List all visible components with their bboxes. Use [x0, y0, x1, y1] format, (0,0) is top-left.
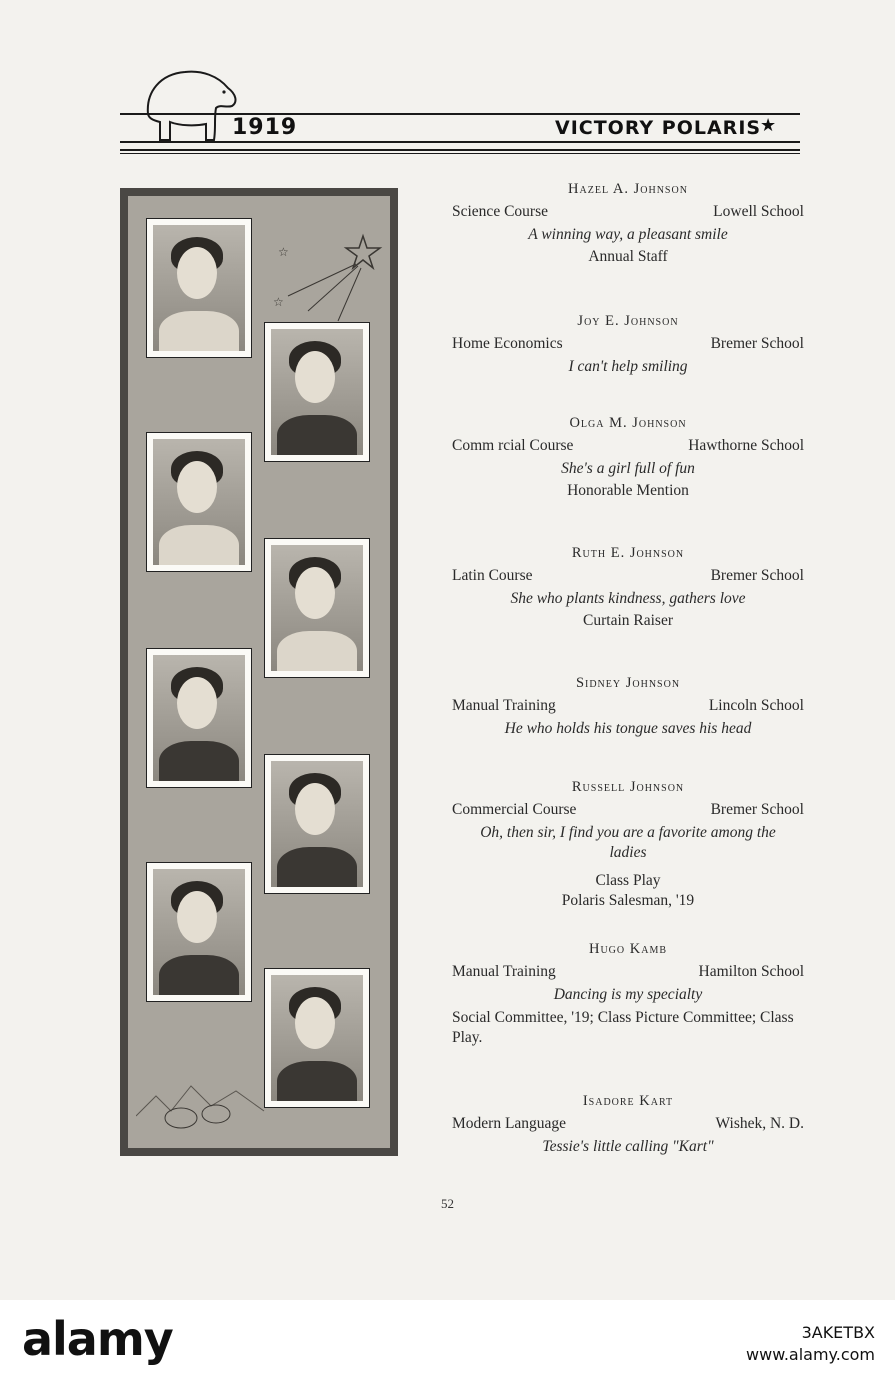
- watermark-info: [746, 1322, 875, 1365]
- student-name: Hugo Kamb: [588, 941, 668, 957]
- student-course: Latin Course: [452, 566, 533, 584]
- portrait-photo: [146, 862, 252, 1002]
- student-motto: Oh, then sir, I find you are a favorite among the ladies: [480, 823, 776, 862]
- student-note: Class Play: [595, 872, 661, 890]
- student-motto: Tessie's little calling "Kart": [542, 1137, 714, 1155]
- svg-text:☆: ☆: [273, 295, 284, 309]
- portrait-panel: [120, 188, 398, 1156]
- portrait-photo: [146, 218, 252, 358]
- portrait-photo: [146, 432, 252, 572]
- student-entry: [452, 544, 804, 631]
- student-entry: [452, 1092, 804, 1157]
- student-course: Science Course: [452, 202, 548, 220]
- student-school: Wishek, N. D.: [715, 1114, 804, 1132]
- star-icon: ★: [760, 115, 777, 135]
- student-motto: I can't help smiling: [568, 357, 688, 375]
- portrait-photo: [264, 754, 370, 894]
- student-entry: [452, 778, 804, 912]
- student-school: Bremer School: [710, 334, 804, 352]
- student-name: Ruth E. Johnson: [571, 545, 685, 561]
- student-school: Bremer School: [710, 566, 804, 584]
- student-motto: A winning way, a pleasant smile: [528, 225, 728, 243]
- alamy-logo: alamy: [22, 1312, 173, 1366]
- svg-text:☆: ☆: [278, 245, 289, 259]
- student-name: Russell Johnson: [571, 779, 685, 795]
- student-motto: She who plants kindness, gathers love: [510, 589, 746, 607]
- student-motto: He who holds his tongue saves his head: [504, 719, 752, 737]
- student-course: Manual Training: [452, 962, 556, 980]
- header-year: 1919: [232, 115, 298, 140]
- header-banner: [120, 113, 800, 143]
- image-id: 3AKETBX: [801, 1323, 875, 1342]
- watermark-strip: [0, 1300, 895, 1390]
- student-note: Honorable Mention: [567, 482, 689, 500]
- student-note: Curtain Raiser: [583, 612, 673, 630]
- student-course: Modern Language: [452, 1114, 567, 1132]
- student-motto: Dancing is my specialty: [553, 985, 703, 1003]
- student-name: Joy E. Johnson: [577, 313, 679, 329]
- student-name: Sidney Johnson: [575, 675, 681, 691]
- student-school: Bremer School: [710, 800, 804, 818]
- site-url: www.alamy.com: [746, 1344, 875, 1364]
- student-name: Isadore Kart: [582, 1093, 674, 1109]
- header-title: VICTORY POLARIS: [555, 117, 762, 139]
- student-entry: [452, 180, 804, 267]
- student-note: Social Committee, '19; Class Picture Committee; Class Play.: [452, 1009, 794, 1047]
- student-school: Hamilton School: [698, 962, 804, 980]
- portrait-photo: [264, 968, 370, 1108]
- page-number: 52: [441, 1196, 454, 1211]
- student-school: Lincoln School: [708, 696, 804, 714]
- student-entry: [452, 940, 804, 1048]
- polar-bears-sketch-icon: [136, 1056, 266, 1146]
- student-entry: [452, 414, 804, 501]
- student-name: Olga M. Johnson: [569, 415, 687, 431]
- stars-decoration-icon: [268, 226, 388, 326]
- student-course: Home Economics: [452, 334, 563, 352]
- student-entry: [452, 674, 804, 739]
- portrait-photo: [264, 538, 370, 678]
- student-note: Annual Staff: [588, 248, 668, 266]
- portrait-photo: [264, 322, 370, 462]
- student-name: Hazel A. Johnson: [568, 181, 688, 197]
- student-entry: [452, 312, 804, 377]
- student-school: Lowell School: [713, 202, 804, 220]
- student-motto: She's a girl full of fun: [561, 459, 695, 477]
- portrait-photo: [146, 648, 252, 788]
- student-course: Commercial Course: [452, 800, 577, 818]
- student-course: Manual Training: [452, 696, 556, 714]
- student-school: Hawthorne School: [688, 436, 804, 454]
- student-course: Comm rcial Course: [452, 436, 574, 454]
- student-note: Polaris Salesman, '19: [561, 892, 695, 910]
